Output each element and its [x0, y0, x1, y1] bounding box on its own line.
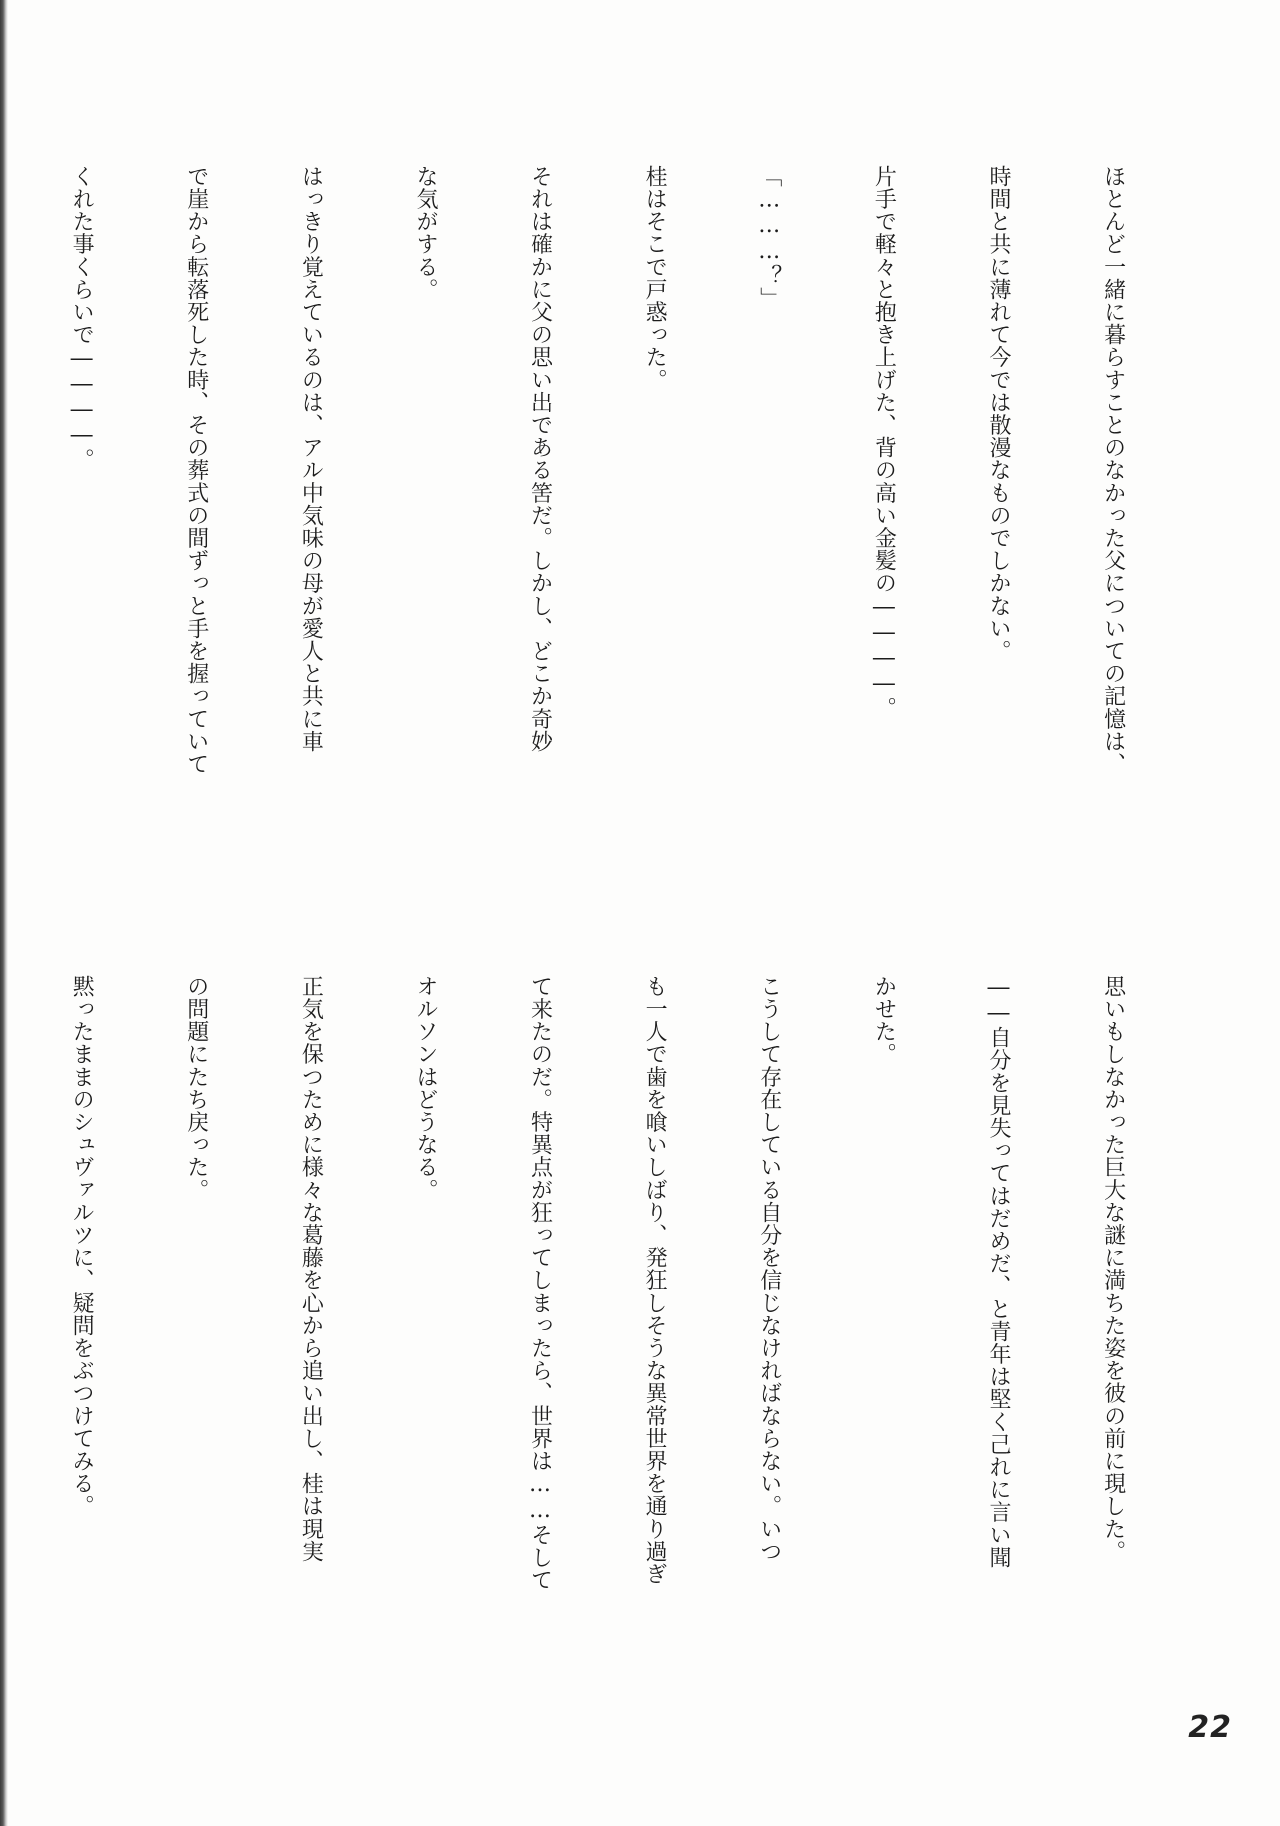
- text-line: 黙ったままのシュヴァルツに、疑問をぶつけてみる。: [69, 975, 95, 1518]
- text-line: 思いもしなかった巨大な謎に満ちた姿を彼の前に現した。: [1100, 975, 1126, 1563]
- text-line: はっきり覚えているのは、アル中気味の母が愛人と共に車: [298, 165, 324, 753]
- text-line: それは確かに父の思い出である筈だ。しかし、どこか奇妙: [527, 165, 553, 753]
- text-line: で崖から転落死した時、その葬式の間ずっと手を握っていて: [183, 165, 209, 776]
- text-line: 桂はそこで戸惑った。: [642, 165, 668, 391]
- page-number: 22: [1188, 1710, 1232, 1745]
- text-line: も一人で歯を喰いしばり、発狂しそうな異常世界を通り過ぎ: [642, 975, 668, 1586]
- text-line: ――自分を見失ってはだめだ、と青年は堅く己れに言い聞: [985, 975, 1011, 1569]
- text-line: 片手で軽々と抱き上げた、背の高い金髪の――――。: [871, 165, 897, 720]
- text-line: くれた事くらいで――――。: [69, 165, 95, 471]
- text-column-bottom: [69, 975, 1208, 1725]
- text-line: 時間と共に薄れて今では散漫なものでしかない。: [985, 165, 1011, 663]
- text-line: 「………？」: [756, 165, 782, 310]
- text-line: な気がする。: [412, 165, 438, 301]
- text-line: かせた。: [871, 975, 897, 1066]
- text-line: 正気を保つために様々な葛藤を心から追い出し、桂は現実: [298, 975, 324, 1563]
- text-line: こうして存在している自分を信じなければならない。いつ: [756, 975, 782, 1563]
- text-line: て来たのだ。特異点が狂ってしまったら、世界は……そして: [527, 975, 553, 1592]
- text-column-top: [69, 165, 1208, 865]
- text-line: の問題にたち戻った。: [183, 975, 209, 1201]
- text-line: ほとんど一緒に暮らすことのなかった父についての記憶は、: [1100, 165, 1126, 776]
- text-line: オルソンはどうなる。: [412, 975, 438, 1201]
